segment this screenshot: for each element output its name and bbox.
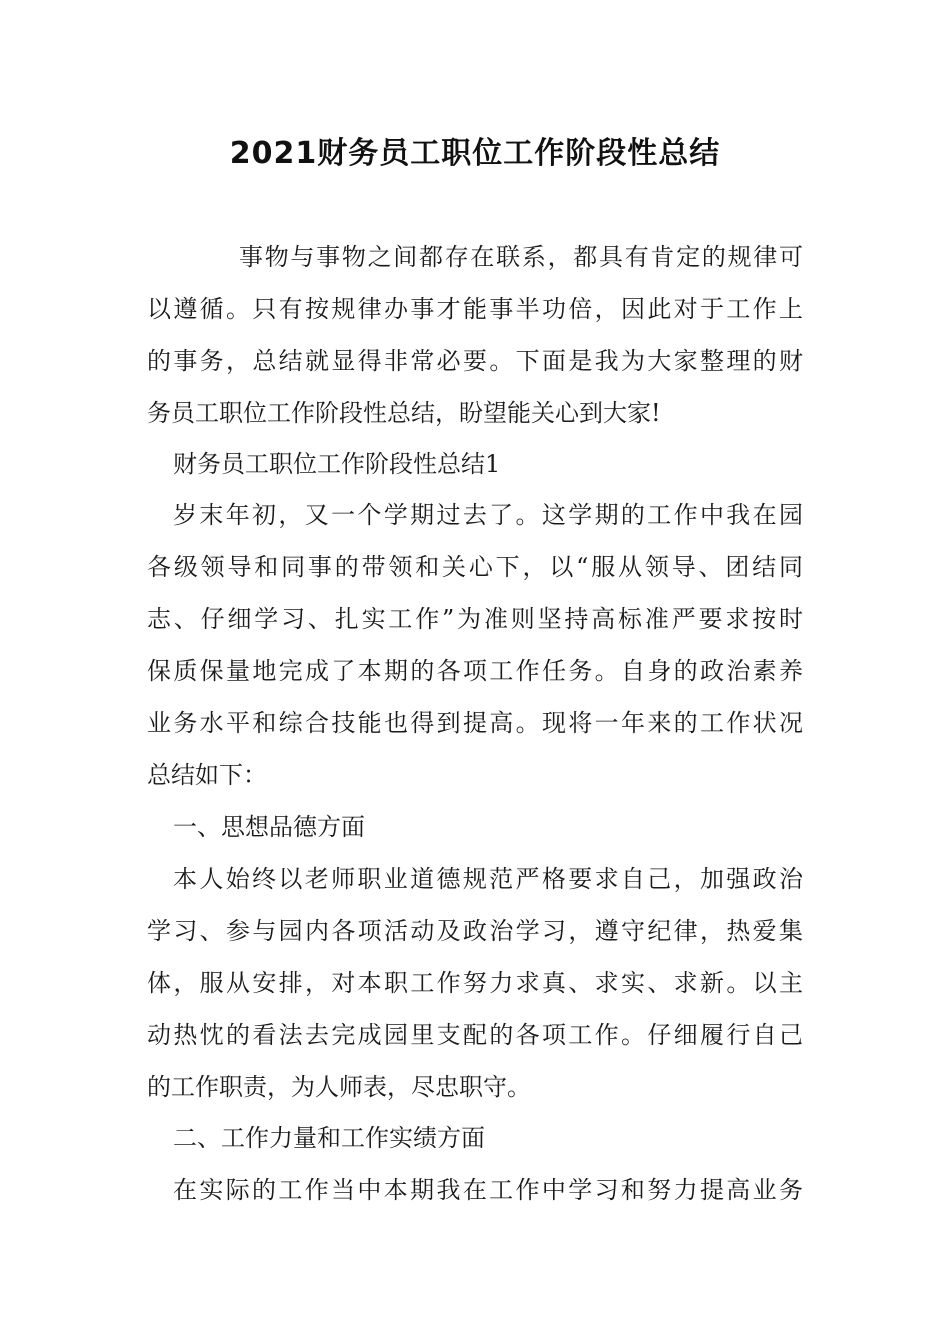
paragraph-line: 各级领导和同事的带领和关心下，以“服从领导、团结同 [147, 553, 803, 581]
section-heading: 二、工作力量和工作实绩方面 [173, 1124, 485, 1152]
paragraph-line: 以遵循。只有按规律办事才能事半功倍，因此对于工作上 [147, 295, 803, 323]
document-title: 2021财务员工职位工作阶段性总结 [229, 136, 721, 171]
paragraph-line: 的工作职责，为人师表，尽忠职守。 [147, 1073, 531, 1101]
paragraph-line: 总结如下： [147, 761, 267, 789]
paragraph-line: 本人始终以老师职业道德规范严格要求自己，加强政治 [173, 865, 803, 893]
paragraph-line: 体，服从安排，对本职工作努力求真、求实、求新。以主 [147, 969, 803, 997]
paragraph-line: 的事务，总结就显得非常必要。下面是我为大家整理的财 [147, 347, 803, 375]
section-heading: 财务员工职位工作阶段性总结1 [173, 450, 501, 478]
paragraph-line: 保质保量地完成了本期的各项工作任务。自身的政治素养 [147, 657, 803, 685]
paragraph-line: 务员工职位工作阶段性总结，盼望能关心到大家! [147, 399, 661, 427]
paragraph-line: 业务水平和综合技能也得到提高。现将一年来的工作状况 [147, 709, 803, 737]
paragraph-line: 动热忱的看法去完成园里支配的各项工作。仔细履行自己 [147, 1021, 803, 1049]
paragraph-line: 学习、参与园内各项活动及政治学习，遵守纪律，热爱集 [147, 917, 803, 945]
paragraph-line: 志、仔细学习、扎实工作”为准则坚持高标准严要求按时 [147, 605, 803, 633]
section-heading: 一、思想品德方面 [173, 813, 365, 841]
paragraph-line: 在实际的工作当中本期我在工作中学习和努力提高业务 [173, 1176, 803, 1204]
paragraph-line: 岁末年初，又一个学期过去了。这学期的工作中我在园 [173, 501, 803, 529]
paragraph-line: 事物与事物之间都存在联系，都具有肯定的规律可 [239, 243, 803, 271]
